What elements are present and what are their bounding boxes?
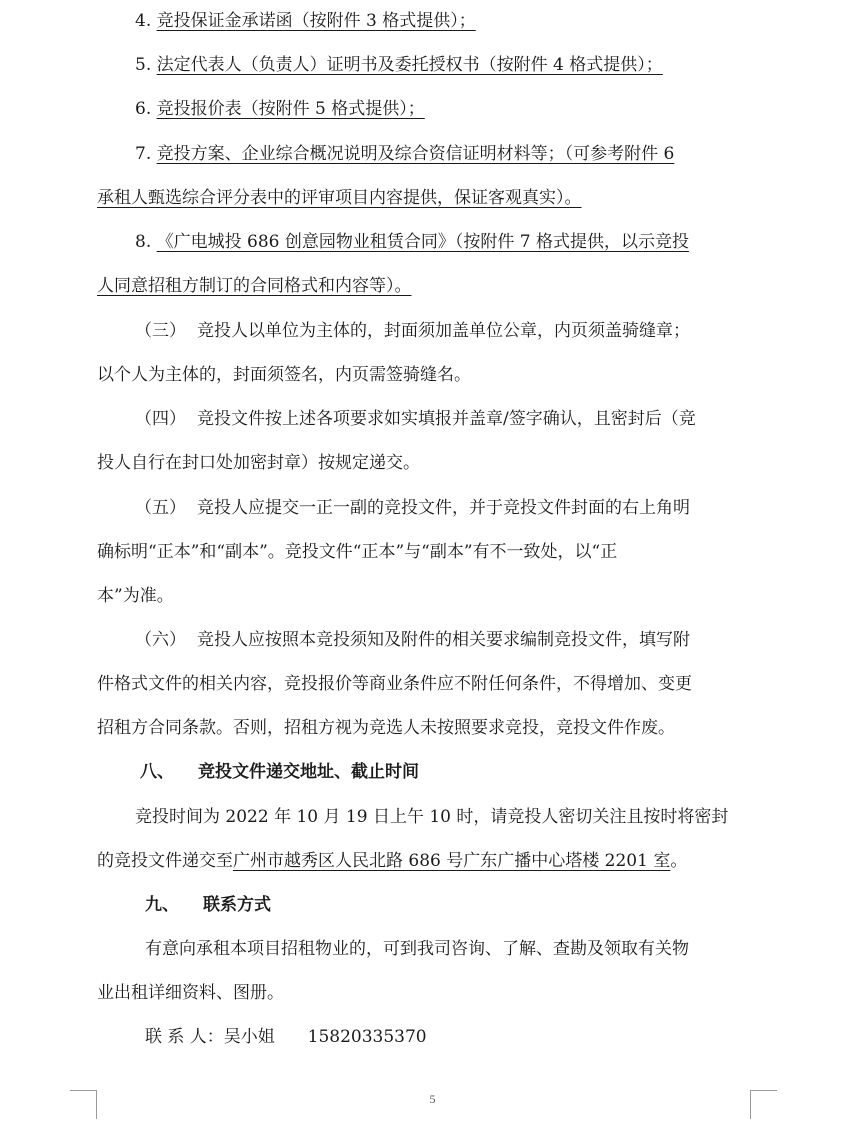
text-run: 的竞投文件递交至	[97, 851, 233, 871]
item-number: 8.	[135, 232, 152, 252]
section-title: 竞投文件递交地址、截止时间	[198, 762, 419, 782]
submission-address: 广州市越秀区人民北路 686 号广东广播中心塔楼 2201 室	[233, 851, 671, 871]
text-run: 。	[670, 851, 688, 871]
item-text-line-1: 《广电城投 686 创意园物业租赁合同》（按附件 7 格式提供，以示竞投	[156, 232, 690, 252]
section-title: 联系方式	[203, 895, 271, 915]
section-9-line-1: 有意向承租本项目招租物业的，可到我司咨询、了解、查勘及领取有关物	[145, 939, 689, 959]
paragraph-line-1: 竞投人应提交一正一副的竞投文件，并于竞投文件封面的右上角明	[197, 498, 690, 518]
paragraph-line-1: 竞投文件按上述各项要求如实填报并盖章/签字确认，且密封后（竞	[197, 409, 696, 429]
section-number: 九、	[145, 895, 179, 915]
paragraph-4-line-2: 投人自行在封口处加密封章）按规定递交。	[97, 453, 420, 473]
list-item-7	[135, 143, 745, 165]
item-text: 竞投报价表（按附件 5 格式提供）；	[156, 99, 425, 119]
paragraph-3-line-2: 以个人为主体的，封面须签名，内页需签骑缝名。	[97, 365, 471, 385]
list-item-4	[135, 10, 795, 32]
paragraph-5	[135, 497, 795, 519]
item-number: 6.	[135, 99, 152, 119]
section-8-line-1: 竞投时间为 2022 年 10 月 19 日上午 10 时，请竞投人密切关注且按时将密封	[135, 807, 729, 827]
paragraph-label: （三）	[135, 321, 186, 341]
section-8-heading	[140, 761, 800, 783]
paragraph-label: （五）	[135, 498, 186, 518]
item-text: 竞投保证金承诺函（按附件 3 格式提供）；	[156, 11, 476, 31]
item-text-line-2: 承租人甄选综合评分表中的评审项目内容提供，保证客观真实）。	[97, 188, 582, 208]
list-item-6	[135, 98, 795, 120]
list-item-8	[135, 231, 745, 253]
contact-line	[145, 1026, 805, 1048]
item-text-line-1: 竞投方案、企业综合概况说明及综合资信证明材料等；（可参考附件 6	[156, 144, 675, 164]
paragraph-5-line-3: 本”为准。	[97, 586, 174, 606]
page-number: 5	[429, 1092, 436, 1106]
contact-person: 联 系 人：吴小姐	[145, 1027, 275, 1047]
item-number: 7.	[135, 144, 152, 164]
item-text: 法定代表人（负责人）证明书及委托授权书（按附件 4 格式提供）；	[156, 55, 663, 75]
paragraph-5-line-2: 确标明“正本”和“副本”。竞投文件“正本”与“副本”有不一致处，以“正	[97, 542, 618, 562]
paragraph-6-line-2: 件格式文件的相关内容，竞投报价等商业条件应不附任何条件，不得增加、变更	[97, 674, 692, 694]
item-number: 4.	[135, 11, 152, 31]
list-item-7-continuation	[97, 187, 757, 209]
paragraph-label: （四）	[135, 409, 186, 429]
paragraph-label: （六）	[135, 630, 186, 650]
paragraph-line-1: 竞投人应按照本竞投须知及附件的相关要求编制竞投文件，填写附	[197, 630, 690, 650]
list-item-5	[135, 54, 795, 76]
section-9-line-2: 业出租详细资料、图册。	[97, 983, 284, 1003]
section-9-heading	[145, 894, 805, 916]
paragraph-line-1: 竞投人以单位为主体的，封面须加盖单位公章，内页须盖骑缝章；	[197, 321, 690, 341]
contact-phone: 15820335370	[307, 1027, 427, 1047]
paragraph-4	[135, 408, 795, 430]
paragraph-6	[135, 629, 795, 651]
paragraph-3	[135, 320, 795, 342]
section-8-line-2	[97, 850, 757, 872]
paragraph-6-line-3: 招租方合同条款。否则，招租方视为竞选人未按照要求竞投，竞投文件作废。	[97, 718, 675, 738]
item-text-line-2: 人同意招租方制订的合同格式和内容等）。	[97, 276, 412, 296]
section-number: 八、	[140, 762, 174, 782]
item-number: 5.	[135, 55, 152, 75]
list-item-8-continuation	[97, 275, 757, 297]
